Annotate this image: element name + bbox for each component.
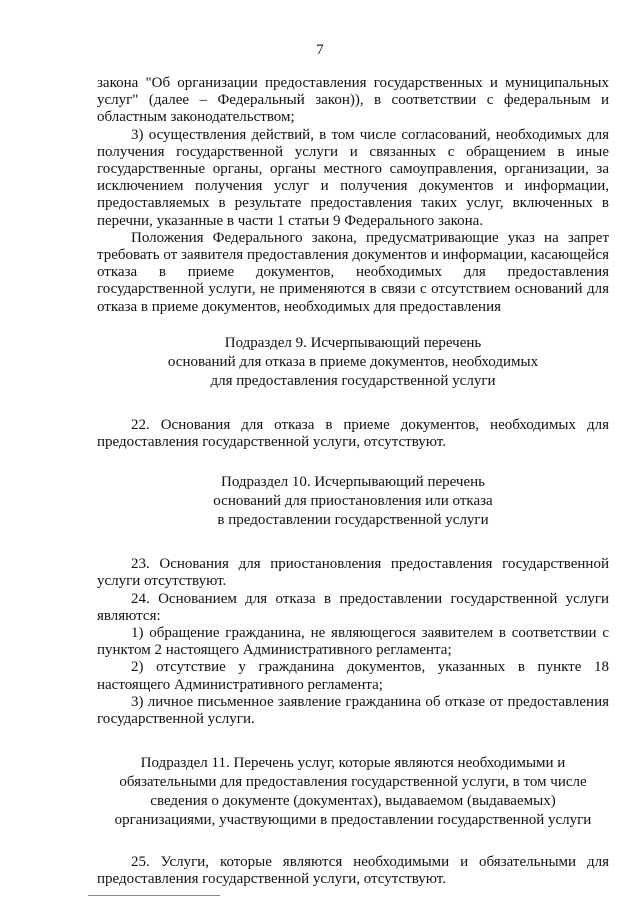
paragraph-law-reference: закона "Об организации предоставления государственных и муниципальных услуг" (далее – Федеральный закон)), в соответствии с федеральным и областным законодательством; bbox=[97, 75, 609, 126]
subsection-10-heading bbox=[97, 473, 609, 530]
paragraph-item-24-sub-3: 3) личное письменное заявление гражданина об отказе от предоставления государственной услуги. bbox=[97, 693, 609, 728]
paragraph-federal-law-provisions: Положения Федерального закона, предусматривающие указ на запрет требовать от заявителя предоставления документов и информации, касающейся отказа в приеме документов, необходимых для предоставления государственной услуги, не применяются в связи с отсутствием оснований для отказа в приеме документов, необходимых для предоставления bbox=[97, 229, 609, 315]
paragraph-item-22: 22. Основания для отказа в приеме документов, необходимых для предоставления государственной услуги, отсутствуют. bbox=[97, 416, 609, 451]
heading-line: Подраздел 11. Перечень услуг, которые являются необходимыми и bbox=[140, 755, 566, 772]
heading-line: Подраздел 10. Исчерпывающий перечень bbox=[220, 474, 485, 491]
heading-line: для предоставления государственной услуги bbox=[210, 372, 496, 389]
subsection-9-heading bbox=[97, 334, 609, 391]
paragraph-item-24: 24. Основанием для отказа в предоставлении государственной услуги являются: bbox=[97, 590, 609, 624]
page-number: 7 bbox=[316, 42, 324, 58]
heading-line: оснований для отказа в приеме документов, необходимых bbox=[167, 353, 539, 370]
document-body bbox=[97, 75, 609, 889]
paragraph-item-24-sub-2: 2) отсутствие у гражданина документов, указанных в пункте 18 настоящего Административного регламента; bbox=[97, 659, 609, 693]
heading-line: Подраздел 9. Исчерпывающий перечень bbox=[224, 334, 482, 351]
heading-line: обязательными для предоставления государственной услуги, в том числе bbox=[119, 774, 587, 791]
heading-line: организациями, участвующими в предоставлении государственной услуги bbox=[114, 812, 592, 829]
heading-line: оснований для приостановления или отказа bbox=[213, 493, 493, 510]
heading-line: в предоставлении государственной услуги bbox=[217, 512, 489, 529]
paragraph-item-23: 23. Основания для приостановления предоставления государственной услуги отсутствуют. bbox=[97, 556, 609, 590]
heading-line: сведения о документе (документах), выдаваемом (выдаваемых) bbox=[150, 793, 556, 810]
subsection-11-heading bbox=[97, 754, 609, 830]
paragraph-item-3-actions: 3) осуществления действий, в том числе согласований, необходимых для получения государственной услуги и связанных с обращением в иные государственные органы, органы местного самоуправления, организации, за исключением получения услуг и получения документов и информации, предоставляемых в результате предоставления таких услуг, включенных в перечни, указанные в части 1 статьи 9 Федерального закона. bbox=[97, 126, 609, 229]
footer-divider bbox=[88, 895, 220, 896]
paragraph-item-24-sub-1: 1) обращение гражданина, не являющегося заявителем в соответствии с пунктом 2 настоящего Административного регламента; bbox=[97, 625, 609, 659]
paragraph-item-25: 25. Услуги, которые являются необходимыми и обязательными для предоставления государственной услуги, отсутствуют. bbox=[97, 854, 609, 888]
